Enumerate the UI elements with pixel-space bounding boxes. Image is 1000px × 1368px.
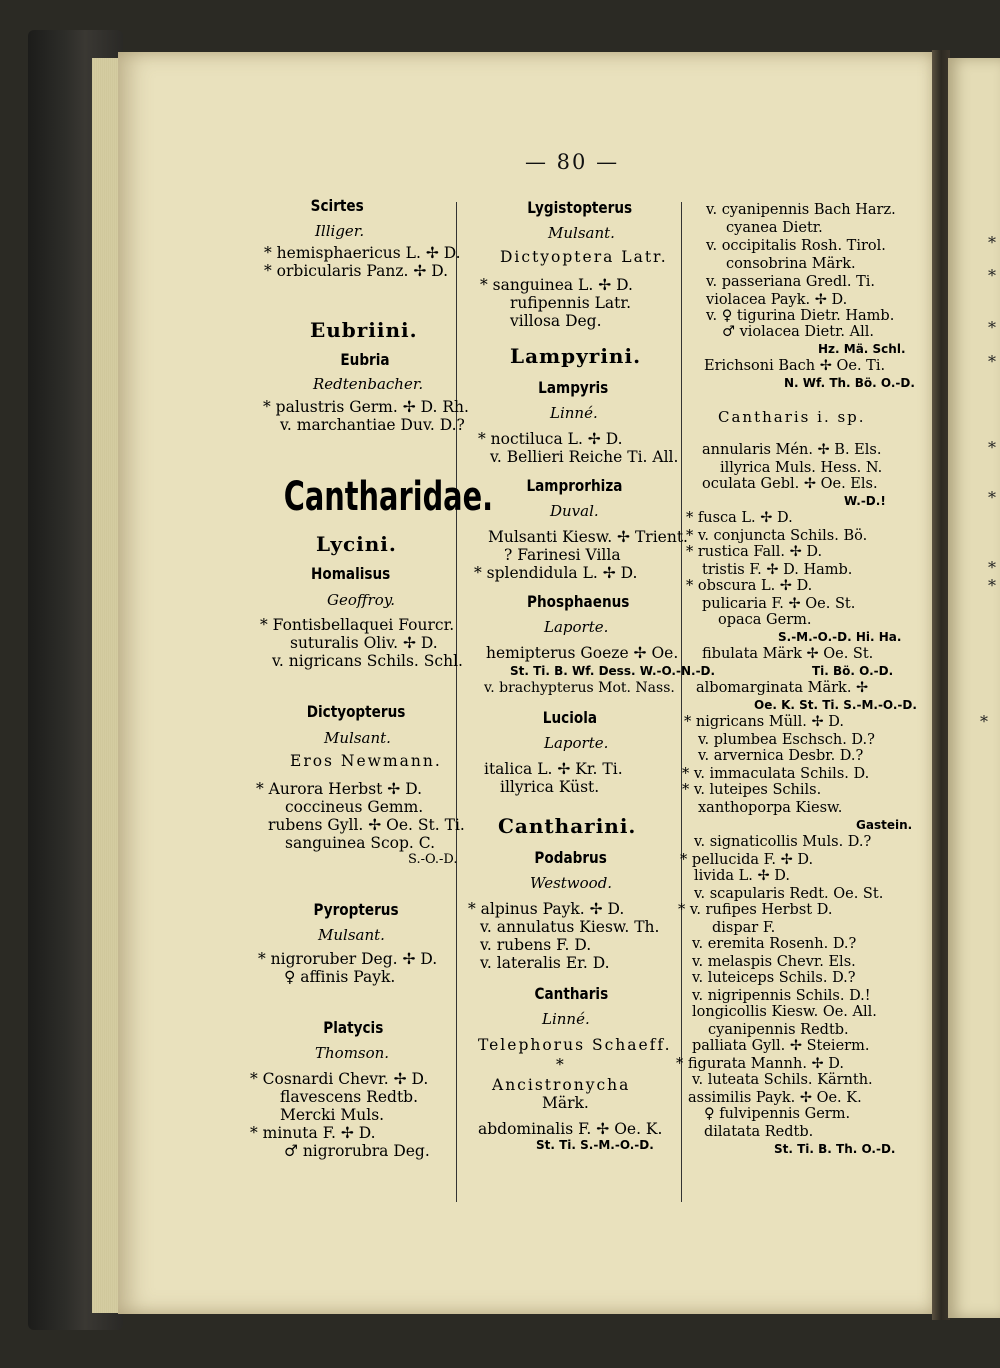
species-line: * rustica Fall. ✢ D. [686,544,823,560]
species-line: * Cosnardi Chevr. ✢ D. [250,1070,429,1088]
species-line: * minuta F. ✢ D. [250,1124,376,1142]
tribe-eubriini: Eubriini. [310,318,418,342]
species-line: v. annulatus Kiesw. Th. [480,918,660,936]
species-line: consobrina Märk. [726,256,856,272]
species-line: * v. immaculata Schils. D. [682,766,870,782]
species-line: pulicaria F. ✢ Oe. St. [702,596,856,612]
next-page-mark: * [988,558,996,577]
species-line: tristis F. ✢ D. Hamb. [702,562,853,578]
genus-lampyris: Lampyris [538,378,609,397]
genus-cantharis: Cantharis [534,984,609,1003]
species-line: ♂ violacea Dietr. All. [722,324,874,340]
subgenus-heading: Cantharis i. sp. [718,408,866,426]
next-page-mark: * [988,318,996,337]
author-phosphaenus: Laporte. [544,618,609,636]
species-line: dilatata Redtb. [704,1124,814,1140]
species-line: v. nigricans Schils. Schl. [272,652,463,670]
species-line: S.-M.-O.-D. Hi. Ha. [778,630,902,644]
species-line: v. scapularis Redt. Oe. St. [694,886,884,902]
species-line: * v. luteipes Schils. [682,782,822,798]
species-line: abdominalis F. ✢ Oe. K. [478,1120,663,1138]
species-line: v. marchantiae Duv. D.? [280,416,465,434]
species-line: ♀ affinis Payk. [284,968,396,986]
genus-homalisus: Homalisus [310,564,391,583]
next-page-mark: * [980,712,988,731]
species-line: rubens Gyll. ✢ Oe. St. Ti. [268,816,465,834]
column-rule-right [681,202,682,1202]
species-line: xanthoporpa Kiesw. [698,800,843,816]
species-line: v. brachypterus Mot. Nass. [484,680,675,696]
subgenus-author: Märk. [542,1094,589,1112]
species-line: Mulsanti Kiesw. ✢ Trient. [488,528,688,546]
species-line: Erichsoni Bach ✢ Oe. Ti. [704,358,886,374]
species-line: v. occipitalis Rosh. Tirol. [706,238,886,254]
species-line: suturalis Oliv. ✢ D. [290,634,438,652]
species-line: livida L. ✢ D. [694,868,790,884]
synonym-telephorus: Telephorus Schaeff. [478,1036,672,1054]
species-line: * hemisphaericus L. ✢ D. [264,244,461,262]
species-line: N. Wf. Th. Bö. O.-D. [784,376,915,390]
species-line: Hz. Mä. Schl. [818,342,906,356]
next-page-mark: * [988,266,996,285]
species-line: v. melaspis Chevr. Els. [692,954,856,970]
next-page-mark: * [988,488,996,507]
species-line: v. plumbea Eschsch. D.? [698,732,875,748]
species-line: sanguinea Scop. C. [285,834,436,852]
species-line: oculata Gebl. ✢ Oe. Els. [702,476,878,492]
species-line: * palustris Germ. ✢ D. Rh. [263,398,469,416]
author-dictyopterus: Mulsant. [324,729,391,747]
species-line: * fusca L. ✢ D. [686,510,793,526]
next-page-mark: * [988,233,996,252]
species-line: St. Ti. B. Th. O.-D. [774,1142,896,1156]
species-line: * v. rufipes Herbst D. [678,902,833,918]
author-cantharis: Linné. [542,1010,590,1028]
book-page [118,52,936,1314]
species-line: v. lateralis Er. D. [480,954,610,972]
species-line: * Aurora Herbst ✢ D. [256,780,423,798]
species-line: ♀ fulvipennis Germ. [704,1106,851,1122]
author-lamprorhiza: Duval. [550,502,599,520]
synonym-eros: Eros Newmann. [290,752,442,770]
species-line: v. luteata Schils. Kärnth. [692,1072,873,1088]
species-line: Oe. K. St. Ti. S.-M.-O.-D. [754,698,917,712]
author-pyropterus: Mulsant. [318,926,385,944]
species-line: * pellucida F. ✢ D. [680,852,814,868]
species-line: cyanipennis Redtb. [708,1022,849,1038]
species-line: dispar F. [712,920,776,936]
subgenus-ancistronycha: Ancistronycha [492,1076,631,1094]
family-cantharidae: Cantharidae. [283,474,494,520]
author-luciola: Laporte. [544,734,609,752]
species-line: v. signaticollis Muls. D.? [694,834,872,850]
species-line: Mercki Muls. [280,1106,385,1124]
species-line: ♂ nigrorubra Deg. [284,1142,430,1160]
genus-dictyopterus: Dictyopterus [306,702,406,721]
column-rule-left [456,202,457,1202]
genus-phosphaenus: Phosphaenus [527,592,630,611]
species-line: * nigricans Müll. ✢ D. [684,714,844,730]
next-page-edge [948,58,1000,1318]
species-line: St. Ti. S.-M.-O.-D. [536,1138,654,1152]
author-homalisus: Geoffroy. [327,591,395,609]
species-line: Ti. Bö. O.-D. [812,664,894,678]
tribe-lycini: Lycini. [316,532,397,556]
species-line: * nigroruber Deg. ✢ D. [258,950,438,968]
species-line: ? Farinesi Villa [504,546,621,564]
species-line: * orbicularis Panz. ✢ D. [264,262,449,280]
species-line: fibulata Märk ✢ Oe. St. [702,646,874,662]
genus-scirtes: Scirtes [310,196,364,215]
species-line: hemipterus Goeze ✢ Oe. [486,644,679,662]
tribe-lampyrini: Lampyrini. [510,344,642,368]
species-line: * splendidula L. ✢ D. [474,564,638,582]
species-line: longicollis Kiesw. Oe. All. [692,1004,877,1020]
genus-luciola: Luciola [542,708,598,727]
species-line: v. rubens F. D. [480,936,592,954]
author-platycis: Thomson. [315,1044,390,1062]
tribe-cantharini: Cantharini. [498,814,637,838]
separator-star: * [556,1056,564,1074]
species-line: v. ♀ tigurina Dietr. Hamb. [706,308,895,324]
species-line: violacea Payk. ✢ D. [706,292,848,308]
species-line: * sanguinea L. ✢ D. [480,276,633,294]
genus-eubria: Eubria [340,350,390,369]
species-line: italica L. ✢ Kr. Ti. [484,760,623,778]
next-page-mark: * [988,352,996,371]
species-line: v. Bellieri Reiche Ti. All. [490,448,679,466]
species-line: * Fontisbellaquei Fourcr. [260,616,455,634]
species-line: cyanea Dietr. [726,220,823,236]
species-line: coccineus Gemm. [285,798,424,816]
genus-lamprorhiza: Lamprorhiza [526,476,623,495]
genus-platycis: Platycis [323,1018,384,1037]
species-line: annularis Mén. ✢ B. Els. [702,442,882,458]
species-line: v. arvernica Desbr. D.? [698,748,864,764]
species-line: illyrica Küst. [500,778,600,796]
species-line: St. Ti. B. Wf. Dess. W.-O.-N.-D. [510,664,716,678]
synonym-dictyoptera: Dictyoptera Latr. [500,248,668,266]
species-line: * v. conjuncta Schils. Bö. [686,528,868,544]
species-line: * noctiluca L. ✢ D. [478,430,623,448]
next-page-mark: * [988,576,996,595]
species-line: * obscura L. ✢ D. [686,578,813,594]
page-number: — 80 — [525,150,620,174]
species-line: palliata Gyll. ✢ Steierm. [692,1038,870,1054]
genus-pyropterus: Pyropterus [313,900,399,919]
species-line: albomarginata Märk. ✢ [696,680,869,696]
species-line: * figurata Mannh. ✢ D. [676,1056,845,1072]
species-line: opaca Germ. [718,612,812,628]
author-eubria: Redtenbacher. [313,375,424,393]
genus-podabrus: Podabrus [534,848,607,867]
species-line: flavescens Redtb. [280,1088,419,1106]
species-line: W.-D.! [844,494,886,508]
species-line: illyrica Muls. Hess. N. [720,460,883,476]
species-line: assimilis Payk. ✢ Oe. K. [688,1090,862,1106]
species-line: * alpinus Payk. ✢ D. [468,900,625,918]
genus-lygistopterus: Lygistopterus [527,198,633,217]
species-line: villosa Deg. [510,312,602,330]
species-line: v. passeriana Gredl. Ti. [706,274,876,290]
species-line: rufipennis Latr. [510,294,632,312]
species-line: v. cyanipennis Bach Harz. [706,202,896,218]
next-page-mark: * [988,438,996,457]
species-line: v. eremita Rosenh. D.? [692,936,857,952]
author-lampyris: Linné. [550,404,598,422]
species-line: v. luteiceps Schils. D.? [692,970,856,986]
species-line: S.-O.-D. [408,852,458,867]
species-line: Gastein. [856,818,913,832]
author-podabrus: Westwood. [530,874,613,892]
author-scirtes: Illiger. [315,222,365,240]
author-lygistopterus: Mulsant. [548,224,615,242]
species-line: v. nigripennis Schils. D.! [692,988,871,1004]
